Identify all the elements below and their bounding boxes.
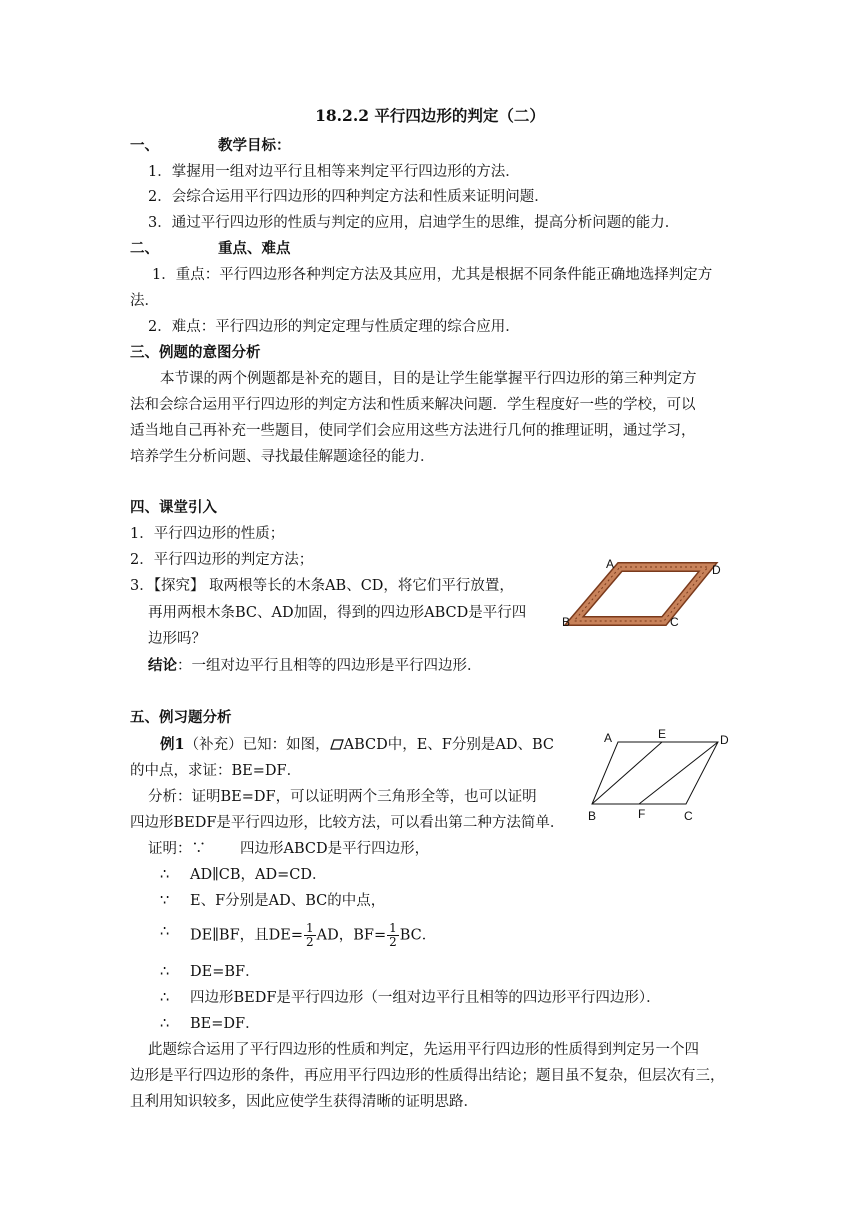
fraction-half	[304, 922, 316, 949]
example-label: 例1	[160, 736, 185, 753]
vertex-label: A	[606, 557, 615, 571]
summary-line: 此题综合运用了平行四边形的性质和判定，先运用平行四边形的性质得到判定另一个四	[148, 1042, 699, 1058]
vertex-label: B	[562, 615, 571, 629]
key-point-1-cont: 法．	[130, 293, 159, 309]
intro-item: 1．平行四边形的性质；	[130, 526, 285, 542]
paragraph-line: 本节课的两个例题都是补充的题目，目的是让学生能掌握平行四边形的第三种判定方	[160, 371, 697, 387]
section-4-heading: 四、课堂引入	[130, 499, 217, 516]
section-1-heading: 教学目标：	[218, 137, 291, 154]
proof-symbol: ∴	[160, 924, 170, 940]
proof-symbol: ∴	[160, 964, 170, 980]
fraction-denominator: 2	[389, 935, 397, 949]
analysis-line: 四边形BEDF是平行四边形，比较方法，可以看出第二种方法简单．	[130, 815, 565, 831]
vertex-label: B	[588, 809, 597, 823]
proof-step-fraction	[190, 922, 436, 949]
goal-item: 2．会综合运用平行四边形的四种判定方法和性质来证明问题．	[148, 189, 549, 205]
example-text: ABCD中，E、F分别是AD、BC	[343, 737, 554, 753]
parallelogram-symbol-icon	[330, 739, 344, 750]
intro-item: 2．平行四边形的判定方法；	[130, 552, 314, 568]
section-1-number: 一、	[130, 137, 159, 154]
proof-symbol: ∴	[160, 1016, 170, 1032]
section-2-heading: 重点、难点	[218, 240, 291, 257]
vertex-label: E	[658, 727, 667, 741]
proof-step: AD∥CB，AD=CD．	[190, 867, 327, 883]
vertex-label: C	[670, 615, 679, 629]
intro-item-cont: 边形吗？	[148, 631, 206, 647]
proof-symbol: ∵	[160, 893, 170, 909]
example-text: （补充）已知：如图，	[184, 737, 330, 753]
paragraph-line: 适当地自己再补充一些题目，使同学们会应用这些方法进行几何的推理证明，通过学习，	[130, 423, 696, 439]
intro-item: 3．【探究】 取两根等长的木条AB、CD，将它们平行放置，	[130, 578, 514, 594]
conclusion-text: ：一组对边平行且相等的四边形是平行四边形．	[177, 658, 482, 674]
vertex-label: D	[720, 733, 729, 747]
proof-text: BC．	[399, 927, 437, 944]
fraction-denominator: 2	[305, 935, 314, 949]
proof-step: DE=BF．	[190, 964, 260, 980]
section-2-number: 二、	[130, 240, 159, 257]
proof-text: DE∥BF，且DE=	[190, 927, 303, 944]
proof-step: 四边形ABCD是平行四边形，	[240, 841, 430, 857]
proof-symbol: ∴	[160, 867, 170, 883]
wood-parallelogram-figure	[562, 556, 732, 636]
summary-line: 边形是平行四边形的条件，再应用平行四边形的性质得出结论；题目虽不复杂，但层次有三，	[130, 1068, 725, 1084]
vertex-label: F	[638, 807, 646, 821]
parallelogram-bedf-figure	[586, 722, 746, 832]
proof-symbol: ∴	[160, 990, 170, 1006]
page-title: 18.2.2 平行四边形的判定（二）	[315, 106, 545, 125]
intro-item-cont: 再用两根木条BC、AD加固，得到的四边形ABCD是平行四	[148, 605, 527, 621]
proof-symbol: 证明：∵	[148, 841, 206, 857]
fraction-numerator: 1	[305, 921, 314, 935]
analysis-line: 分析：证明BE=DF，可以证明两个三角形全等，也可以证明	[148, 789, 537, 805]
vertex-label: C	[684, 809, 693, 823]
proof-step: BE=DF．	[190, 1016, 260, 1032]
fraction-numerator: 1	[389, 921, 397, 935]
vertex-label: A	[604, 731, 613, 745]
goal-item: 1．掌握用一组对边平行且相等来判定平行四边形的方法．	[148, 164, 520, 180]
key-point-2: 2．难点：平行四边形的判定定理与性质定理的综合应用．	[148, 319, 520, 335]
key-point-1: 1．重点：平行四边形各种判定方法及其应用，尤其是根据不同条件能正确地选择判定方	[152, 267, 713, 283]
proof-step: 四边形BEDF是平行四边形（一组对边平行且相等的四边形平行四边形）．	[190, 990, 661, 1006]
example-1-line	[160, 735, 554, 755]
conclusion	[148, 656, 482, 676]
section-5-heading: 五、例习题分析	[130, 709, 232, 726]
summary-line: 且利用知识较多，因此应使学生获得清晰的证明思路．	[130, 1094, 478, 1110]
conclusion-label: 结论	[148, 657, 177, 674]
fraction-half	[387, 922, 399, 949]
paragraph-line: 培养学生分析问题、寻找最佳解题途径的能力．	[130, 449, 435, 465]
section-3-heading: 三、例题的意图分析	[130, 344, 261, 361]
example-1-cont: 的中点，求证：BE=DF．	[130, 763, 302, 779]
vertex-label: D	[712, 563, 721, 577]
proof-step: E、F分别是AD、BC的中点，	[190, 893, 386, 909]
proof-text: AD，BF=	[316, 927, 387, 944]
paragraph-line: 法和会综合运用平行四边形的判定方法和性质来解决问题．学生程度好一些的学校，可以	[130, 397, 696, 413]
goal-item: 3．通过平行四边形的性质与判定的应用，启迪学生的思维，提高分析问题的能力．	[148, 215, 680, 231]
